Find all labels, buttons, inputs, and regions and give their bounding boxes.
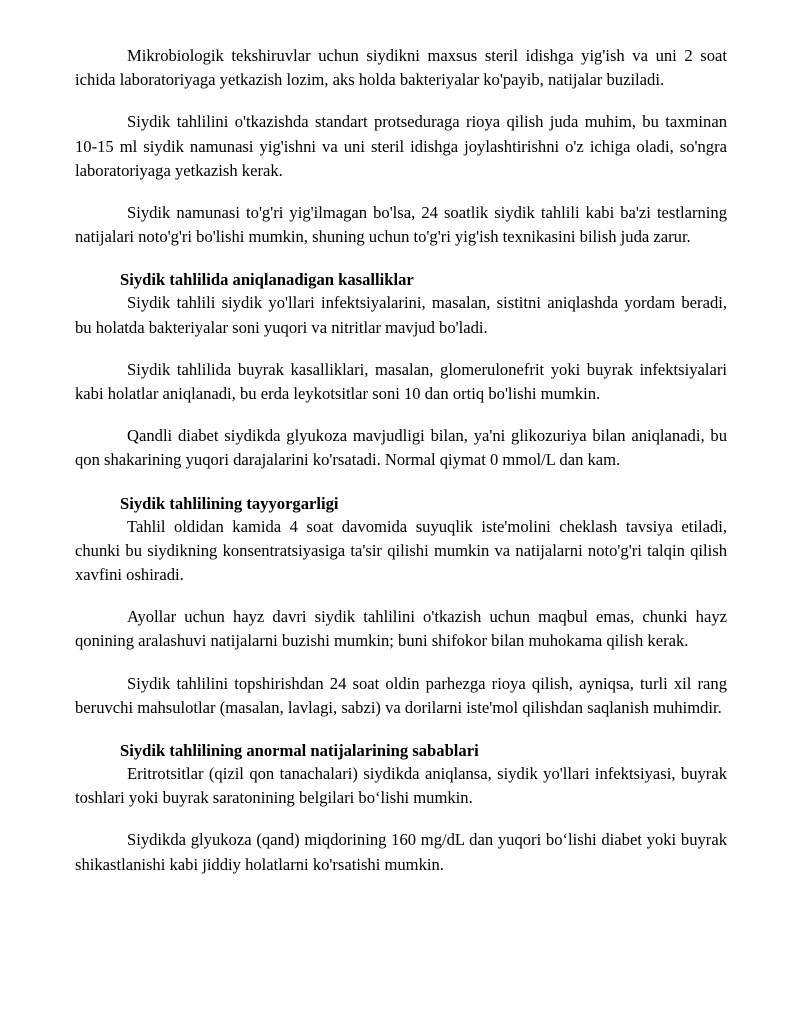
section-heading: Siydik tahlilining anormal natijalarining sabablari: [120, 741, 479, 761]
paragraph: Siydik tahlili siydik yo'llari infektsiyalarini, masalan, sistitni aniqlashda yordam beradi, bu holatda bakteriyalar soni yuqori va nitritlar mavjud bo'ladi.: [75, 293, 727, 337]
paragraph: Eritrotsitlar (qizil qon tanachalari) siydikda aniqlansa, siydik yo'llari infektsiyasi, buyrak toshlari yoki buyrak saratonining belgilari bo‘lishi mumkin.: [75, 764, 727, 808]
section-heading: Siydik tahlilida aniqlanadigan kasalliklar: [120, 270, 414, 290]
paragraph: Tahlil oldidan kamida 4 soat davomida suyuqlik iste'molini cheklash tavsiya etiladi, chunki bu siydikning konsentratsiyasiga ta'sir qilishi mumkin va natijalarni noto'g'ri talqin qilish xavfini oshiradi.: [75, 516, 727, 585]
paragraph: Mikrobiologik tekshiruvlar uchun siydikni maxsus steril idishga yig'ish va uni 2 soat ichida laboratoriyaga yetkazish lozim, aks holda bakteriyalar ko'payib, natijalar buziladi.: [75, 46, 727, 90]
document-page: [75, 44, 727, 877]
paragraph: Siydik namunasi to'g'ri yig'ilmagan bo'lsa, 24 soatlik siydik tahlili kabi ba'zi testlarning natijalari noto'g'ri bo'lishi mumkin, shuning uchun to'g'ri yig'ish texnikasini bilish juda zarur.: [75, 203, 727, 247]
section-heading: Siydik tahlilining tayyorgarligi: [120, 493, 339, 513]
paragraph: Siydik tahlilida buyrak kasalliklari, masalan, glomerulonefrit yoki buyrak infektsiyalari kabi holatlar aniqlanadi, bu erda leykotsitlar soni 10 dan ortiq bo'lishi mumkin.: [75, 359, 727, 404]
paragraph: Siydik tahlilini topshirishdan 24 soat oldin parhezga rioya qilish, ayniqsa, turli xil rang beruvchi mahsulotlar (masalan, lavlagi, sabzi) va dorilarni iste'mol qilishdan saqlanish muhimdir.: [75, 673, 727, 717]
paragraph: Siydik tahlilini o'tkazishda standart protseduraga rioya qilish juda muhim, bu taxminan 10-15 ml siydik namunasi yig'ishni va uni steril idishga joylashtirishni o'z ichiga oladi, so'ngra laboratoriyaga yetkazish kerak.: [75, 112, 727, 180]
paragraph: Qandli diabet siydikda glyukoza mavjudligi bilan, ya'ni glikozuriya bilan aniqlanadi, bu qon shakarining yuqori darajalarini ko'rsatadi. Normal qiymat 0 mmol/L dan kam.: [75, 426, 727, 470]
paragraph: Siydikda glyukoza (qand) miqdorining 160 mg/dL dan yuqori bo‘lishi diabet yoki buyrak shikastlanishi kabi jiddiy holatlarni ko'rsatishi mumkin.: [75, 830, 727, 874]
paragraph: Ayollar uchun hayz davri siydik tahlilini o'tkazish uchun maqbul emas, chunki hayz qonining aralashuvi natijalarni buzishi mumkin; buni shifokor bilan muhokama qilish kerak.: [75, 607, 727, 651]
